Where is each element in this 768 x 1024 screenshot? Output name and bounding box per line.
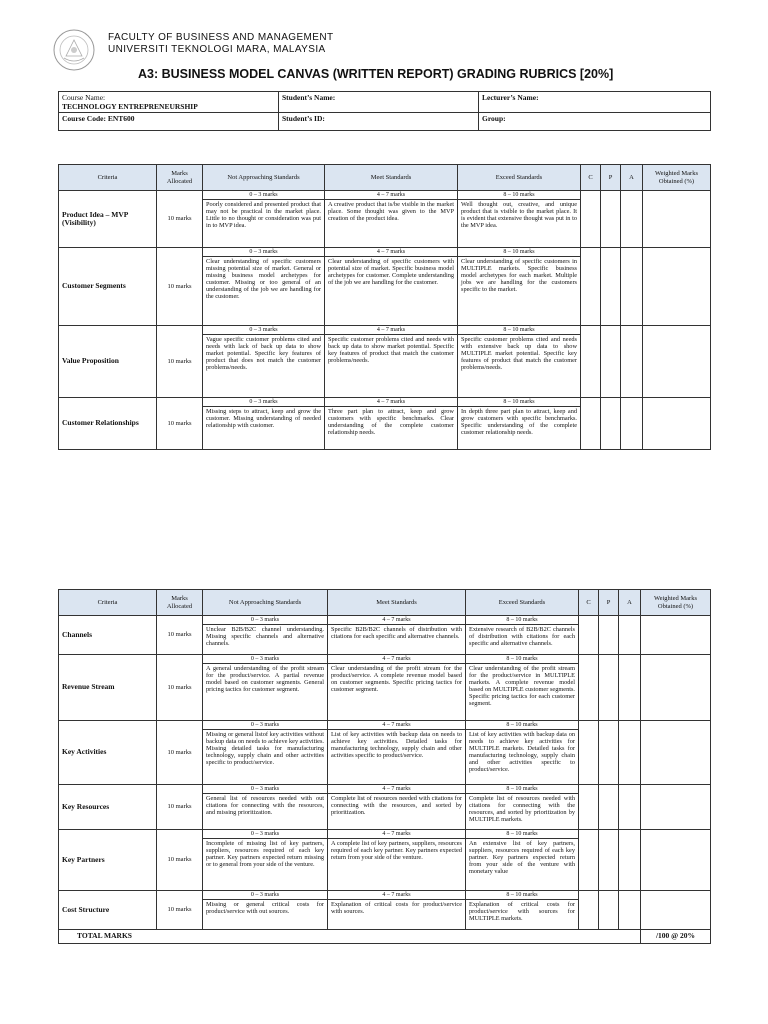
a-header: A xyxy=(621,165,643,191)
score-p-cell[interactable] xyxy=(599,785,619,830)
marks-allocated: 10 marks xyxy=(157,891,203,930)
descriptor-exceed: In depth three part plan to attract, keep and grow customers with specific benchmarks. Specific understanding of the complete customer relationship needs. xyxy=(458,407,581,450)
weighted-marks-cell[interactable] xyxy=(641,830,711,891)
score-c-cell[interactable] xyxy=(579,785,599,830)
lecturer-name-field[interactable]: Lecturer’s Name: xyxy=(479,92,711,113)
criterion-label: Customer Relationships xyxy=(59,398,157,450)
not-approaching-header: Not Approaching Standards xyxy=(203,590,328,616)
course-code: Course Code: ENT600 xyxy=(59,113,279,131)
criterion-label: Product Idea – MVP (Visibility) xyxy=(59,191,157,248)
band-row xyxy=(59,785,711,794)
marks-allocated: 10 marks xyxy=(157,830,203,891)
score-a-cell[interactable] xyxy=(619,830,641,891)
criterion-label: Channels xyxy=(59,616,157,655)
score-a-cell[interactable] xyxy=(621,326,643,398)
meet-header: Meet Standards xyxy=(325,165,458,191)
score-c-cell[interactable] xyxy=(581,191,601,248)
weighted-marks-cell[interactable] xyxy=(641,891,711,930)
band-range: 8 – 10 marks xyxy=(466,655,579,664)
score-p-cell[interactable] xyxy=(601,191,621,248)
not-approaching-header: Not Approaching Standards xyxy=(203,165,325,191)
descriptor-not-approaching: Missing or general listof key activities without backup data on needs to achieve key activities. Missing detailed tasks for manufacturing technology, supply chain and other activities specific to product/service. xyxy=(203,730,328,785)
score-a-cell[interactable] xyxy=(621,248,643,326)
descriptor-exceed: Specific customer problems cited and needs with extensive back up data to show MULTIPLE market potential. Specific key features of product that match the customer problems/needs. xyxy=(458,335,581,398)
score-p-cell[interactable] xyxy=(599,655,619,721)
band-range: 8 – 10 marks xyxy=(458,326,581,335)
score-c-cell[interactable] xyxy=(579,655,599,721)
c-header: C xyxy=(579,590,599,616)
group-field[interactable]: Group: xyxy=(479,113,711,131)
weighted-marks-cell[interactable] xyxy=(641,616,711,655)
weighted-marks-cell[interactable] xyxy=(643,191,711,248)
score-c-cell[interactable] xyxy=(579,616,599,655)
score-a-cell[interactable] xyxy=(619,785,641,830)
band-range: 4 – 7 marks xyxy=(325,326,458,335)
descriptor-not-approaching: General list of resources needed with out citations for connecting with the resources, and missing prioritization. xyxy=(203,794,328,830)
criterion-label: Key Partners xyxy=(59,830,157,891)
descriptor-meet: Clear understanding of specific customers with potential size of market. Specific business model archetypes for customer. Complete understanding of the job we are handling for the customer. xyxy=(325,257,458,326)
weighted-marks-cell[interactable] xyxy=(641,721,711,785)
criteria-header: Criteria xyxy=(59,590,157,616)
band-range: 4 – 7 marks xyxy=(328,891,466,900)
band-range: 4 – 7 marks xyxy=(328,785,466,794)
course-name-cell xyxy=(59,92,279,113)
band-row xyxy=(59,721,711,730)
student-info-table xyxy=(58,91,711,131)
score-p-cell[interactable] xyxy=(599,616,619,655)
meet-header: Meet Standards xyxy=(328,590,466,616)
band-row xyxy=(59,616,711,625)
descriptor-meet: Explanation of critical costs for product/service with sources. xyxy=(328,900,466,930)
marks-allocated: 10 marks xyxy=(157,721,203,785)
score-a-cell[interactable] xyxy=(621,398,643,450)
university-name: UNIVERSITI TEKNOLOGI MARA, MALAYSIA xyxy=(108,44,326,55)
descriptor-exceed: Clear understanding of specific customers in MULTIPLE markets. Specific business model archetypes for each market. Multiple jobs we are handling for the customers specific to the market. xyxy=(458,257,581,326)
criterion-label: Key Activities xyxy=(59,721,157,785)
band-row xyxy=(59,398,711,407)
exceed-header: Exceed Standards xyxy=(466,590,579,616)
band-range: 0 – 3 marks xyxy=(203,191,325,200)
weighted-header: Weighted Marks Obtained (%) xyxy=(641,590,711,616)
total-label: TOTAL MARKS xyxy=(59,930,641,944)
band-range: 4 – 7 marks xyxy=(328,616,466,625)
band-row xyxy=(59,248,711,257)
document-header xyxy=(52,28,752,88)
band-row xyxy=(59,891,711,900)
p-header: P xyxy=(601,165,621,191)
criterion-label: Cost Structure xyxy=(59,891,157,930)
descriptor-meet: Specific B2B/B2C channels of distribution with citations for each specific and alternative channels. xyxy=(328,625,466,655)
score-c-cell[interactable] xyxy=(581,326,601,398)
band-range: 0 – 3 marks xyxy=(203,248,325,257)
score-p-cell[interactable] xyxy=(599,721,619,785)
descriptor-not-approaching: Missing or general critical costs for product/service with out sources. xyxy=(203,900,328,930)
descriptor-meet: A complete list of key partners, suppliers, resources required of each key partner. Key partners expected return from your side of the venture. xyxy=(328,839,466,891)
criterion-label: Customer Segments xyxy=(59,248,157,326)
score-p-cell[interactable] xyxy=(601,398,621,450)
weighted-marks-cell[interactable] xyxy=(641,785,711,830)
descriptor-meet: Three part plan to attract, keep and grow customers with specific benchmarks. Clear understanding of the complete customer relationship needs. xyxy=(325,407,458,450)
band-range: 8 – 10 marks xyxy=(466,785,579,794)
descriptor-meet: Clear understanding of the profit stream for the product/service. A complete revenue model based on customer segments. Specific pricing tactics for customer segment. xyxy=(328,664,466,721)
band-range: 0 – 3 marks xyxy=(203,398,325,407)
band-range: 0 – 3 marks xyxy=(203,616,328,625)
score-p-cell[interactable] xyxy=(599,830,619,891)
score-p-cell[interactable] xyxy=(599,891,619,930)
student-name-field[interactable]: Student’s Name: xyxy=(279,92,479,113)
course-name-value: TECHNOLOGY ENTREPRENEURSHIP xyxy=(62,102,198,111)
band-range: 0 – 3 marks xyxy=(203,655,328,664)
marks-header: Marks Allocated xyxy=(157,165,203,191)
band-range: 0 – 3 marks xyxy=(203,785,328,794)
descriptor-not-approaching: Incomplete of missing list of key partners, suppliers, resources required of each key partner. Key partners expected return missing or to general from your side of the venture. xyxy=(203,839,328,891)
descriptor-not-approaching: A general understanding of the profit stream for the product/service. A partial revenue model based on customer segments. General pricing tactics for customer segment. xyxy=(203,664,328,721)
score-p-cell[interactable] xyxy=(601,326,621,398)
band-range: 4 – 7 marks xyxy=(325,248,458,257)
descriptor-meet: Specific customer problems cited and needs with back up data to show market potential. Specific key features of product that match the customer problems/needs. xyxy=(325,335,458,398)
score-c-cell[interactable] xyxy=(581,248,601,326)
p-header: P xyxy=(599,590,619,616)
marks-allocated: 10 marks xyxy=(157,616,203,655)
band-range: 4 – 7 marks xyxy=(328,721,466,730)
marks-allocated: 10 marks xyxy=(157,398,203,450)
band-range: 8 – 10 marks xyxy=(458,191,581,200)
descriptor-exceed: Explanation of critical costs for product/service with sources for MULTIPLE markets. xyxy=(466,900,579,930)
marks-header: Marks Allocated xyxy=(157,590,203,616)
weighted-marks-cell[interactable] xyxy=(643,398,711,450)
band-row xyxy=(59,191,711,200)
score-a-cell[interactable] xyxy=(619,655,641,721)
band-range: 0 – 3 marks xyxy=(203,326,325,335)
weighted-marks-cell[interactable] xyxy=(641,655,711,721)
weighted-marks-cell[interactable] xyxy=(643,248,711,326)
faculty-name: FACULTY OF BUSINESS AND MANAGEMENT xyxy=(108,32,334,43)
marks-allocated: 10 marks xyxy=(157,326,203,398)
student-id-field[interactable]: Student’s ID: xyxy=(279,113,479,131)
descriptor-meet: A creative product that is/be visible in the market place. Some thought was given to the MVP creation of the product idea. xyxy=(325,200,458,248)
band-range: 4 – 7 marks xyxy=(328,830,466,839)
band-row xyxy=(59,326,711,335)
descriptor-not-approaching: Missing steps to attract, keep and grow the customer. Missing understanding of needed relationship with customer. xyxy=(203,407,325,450)
document-title: A3: BUSINESS MODEL CANVAS (WRITTEN REPORT) GRADING RUBRICS [20%] xyxy=(138,67,614,81)
rubric-1-body xyxy=(59,191,711,450)
band-range: 8 – 10 marks xyxy=(466,616,579,625)
descriptor-not-approaching: Vague specific customer problems cited and needs with lack of back up data to show market potential. Specific key features of product that does not match the customer problems/needs. xyxy=(203,335,325,398)
criterion-label: Value Proposition xyxy=(59,326,157,398)
rubric-2-body xyxy=(59,616,711,930)
total-value: /100 @ 20% xyxy=(641,930,711,944)
exceed-header: Exceed Standards xyxy=(458,165,581,191)
band-range: 8 – 10 marks xyxy=(458,248,581,257)
band-range: 4 – 7 marks xyxy=(328,655,466,664)
weighted-header: Weighted Marks Obtained (%) xyxy=(643,165,711,191)
score-c-cell[interactable] xyxy=(579,721,599,785)
marks-allocated: 10 marks xyxy=(157,191,203,248)
descriptor-not-approaching: Clear understanding of specific customers missing potential size of market. General or missing business model archetypes for customer. Missing or too general of an understanding of the job we are handling for the customer. xyxy=(203,257,325,326)
descriptor-exceed: Complete list of resources needed with citations for connecting with the resources, and sorted by prioritization by MULTIPLE markets. xyxy=(466,794,579,830)
band-row xyxy=(59,655,711,664)
score-a-cell[interactable] xyxy=(621,191,643,248)
a-header: A xyxy=(619,590,641,616)
score-a-cell[interactable] xyxy=(619,616,641,655)
descriptor-not-approaching: Poorly considered and presented product that may not be practical in the market place. Little to no thought or consideration was put in to MVP idea. xyxy=(203,200,325,248)
descriptor-meet: Complete list of resources needed with citations for connecting with the resources, and sorted by prioritization. xyxy=(328,794,466,830)
marks-allocated: 10 marks xyxy=(157,248,203,326)
weighted-marks-cell[interactable] xyxy=(643,326,711,398)
rubric-table-1 xyxy=(58,164,711,450)
descriptor-meet: List of key activities with backup data on needs to achieve key activities. Detailed tasks for manufacturing technology, supply chain and other activities specific to product/service. xyxy=(328,730,466,785)
c-header: C xyxy=(581,165,601,191)
marks-allocated: 10 marks xyxy=(157,655,203,721)
band-range: 4 – 7 marks xyxy=(325,191,458,200)
descriptor-exceed: Clear understanding of the profit stream for the product/service in MULTIPLE markets. A complete revenue model based on MULTIPLE customer segments. Specific pricing tactics for each customer segment. xyxy=(466,664,579,721)
course-name-label: Course Name: xyxy=(62,93,106,102)
descriptor-exceed: Well thought out, creative, and unique product that is visible to the market place. It is evident that extensive thought was put in to the MVP idea. xyxy=(458,200,581,248)
score-p-cell[interactable] xyxy=(601,248,621,326)
band-range: 4 – 7 marks xyxy=(325,398,458,407)
criterion-label: Revenue Stream xyxy=(59,655,157,721)
band-range: 8 – 10 marks xyxy=(466,721,579,730)
score-c-cell[interactable] xyxy=(581,398,601,450)
score-c-cell[interactable] xyxy=(579,891,599,930)
university-crest-icon xyxy=(52,28,96,72)
band-range: 8 – 10 marks xyxy=(466,830,579,839)
rubric-table-2 xyxy=(58,589,711,944)
score-a-cell[interactable] xyxy=(619,891,641,930)
descriptor-exceed: List of key activities with backup data on needs to achieve key activities for MULTIPLE markets. Detailed tasks for manufacturing technology, supply chain and other activities specific to product/service. xyxy=(466,730,579,785)
band-range: 8 – 10 marks xyxy=(458,398,581,407)
total-row xyxy=(59,930,711,944)
descriptor-exceed: An extensive list of key partners, suppliers, resources required of each key partner. Key partners expected return from your side of the venture with monetary value xyxy=(466,839,579,891)
band-row xyxy=(59,830,711,839)
criteria-header: Criteria xyxy=(59,165,157,191)
band-range: 0 – 3 marks xyxy=(203,721,328,730)
marks-allocated: 10 marks xyxy=(157,785,203,830)
band-range: 8 – 10 marks xyxy=(466,891,579,900)
score-c-cell[interactable] xyxy=(579,830,599,891)
score-a-cell[interactable] xyxy=(619,721,641,785)
descriptor-exceed: Extensive research of B2B/B2C channels of distribution with citations for each specific and alternative channels. xyxy=(466,625,579,655)
descriptor-not-approaching: Unclear B2B/B2C channel understanding. Missing specific channels and alternative channels. xyxy=(203,625,328,655)
band-range: 0 – 3 marks xyxy=(203,830,328,839)
criterion-label: Key Resources xyxy=(59,785,157,830)
band-range: 0 – 3 marks xyxy=(203,891,328,900)
